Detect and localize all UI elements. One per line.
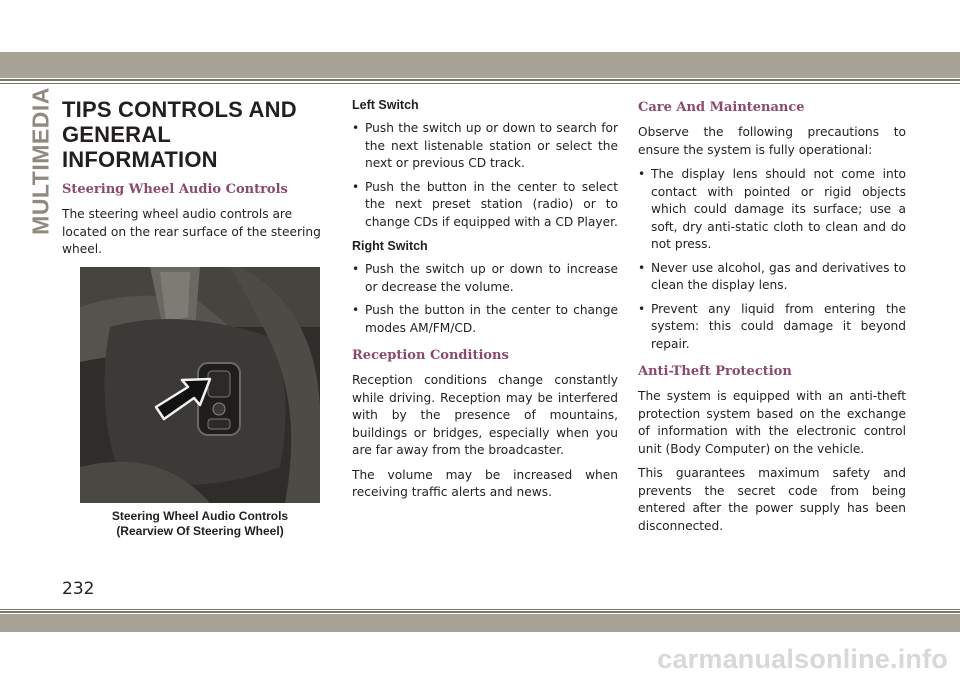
care-intro: Observe the following precautions to ensure the system is fully operational: — [638, 125, 906, 157]
column-1 — [62, 97, 324, 539]
footer-rule-thin — [0, 609, 960, 610]
list-item: • The display lens should not come into contact with pointed or rigid objects which could damage its surface; use a soft, dry anti-static cloth to clean and do not press. — [638, 166, 906, 254]
list-item: • Push the switch up or down to increase or decrease the volume. — [352, 261, 618, 296]
list-item: • Push the switch up or down to search for the next listenable station or select the next or previous CD track. — [352, 120, 618, 173]
photo-caption: Steering Wheel Audio Controls (Rearview Of Steering Wheel) — [111, 508, 289, 538]
intro-paragraph: The steering wheel audio controls are located on the rear surface of the steering wheel. — [62, 207, 321, 256]
section-label — [27, 87, 54, 235]
footer-band — [0, 614, 960, 632]
steering-wheel-illustration — [80, 267, 320, 503]
heading-steering-wheel-audio-controls: Steering Wheel Audio Controls — [62, 182, 288, 197]
steering-wheel-photo — [80, 267, 320, 503]
list-item: • Never use alcohol, gas and derivatives to clean the display lens. — [638, 260, 906, 295]
watermark: carmanualsonline.info — [657, 644, 948, 674]
left-switch-list — [352, 120, 618, 231]
heading-reception-conditions: Reception Conditions — [352, 348, 509, 363]
column-2 — [352, 97, 618, 509]
list-item: • Push the button in the center to select the next preset station (radio) or to change CDs if equipped with a CD Player. — [352, 179, 618, 232]
list-item: • Prevent any liquid from entering the system: this could damage it beyond repair. — [638, 301, 906, 354]
right-switch-heading: Right Switch — [352, 239, 428, 253]
right-switch-list — [352, 261, 618, 337]
header-rule-thin — [0, 83, 960, 84]
header-rule — [0, 79, 960, 81]
column-3 — [638, 97, 906, 542]
antitheft-paragraph-2: This guarantees maximum safety and prevents the secret code from being entered after the power supply has been disconnected. — [638, 466, 906, 533]
reception-paragraph-2: The volume may be increased when receiving traffic alerts and news. — [352, 467, 618, 499]
page-title: TIPS CONTROLS AND GENERAL INFORMATION — [62, 97, 297, 172]
header-band — [0, 52, 960, 78]
footer-rule — [0, 611, 960, 613]
left-switch-heading: Left Switch — [352, 98, 419, 112]
reception-paragraph-1: Reception conditions change constantly while driving. Reception may be interfered with by the presence of mountains, buildings or bridges, especially when you are far away from the broadcaster. — [352, 373, 618, 457]
heading-care-and-maintenance: Care And Maintenance — [638, 100, 805, 115]
section-label-text: MULTIMEDIA — [27, 87, 54, 235]
heading-anti-theft-protection: Anti-Theft Protection — [638, 364, 792, 379]
page-number: 232 — [62, 579, 95, 599]
care-list — [638, 166, 906, 353]
list-item: • Push the button in the center to change modes AM/FM/CD. — [352, 302, 618, 337]
antitheft-paragraph-1: The system is equipped with an anti-theft protection system based on the exchange of information with the electronic control unit (Body Computer) on the vehicle. — [638, 389, 906, 456]
